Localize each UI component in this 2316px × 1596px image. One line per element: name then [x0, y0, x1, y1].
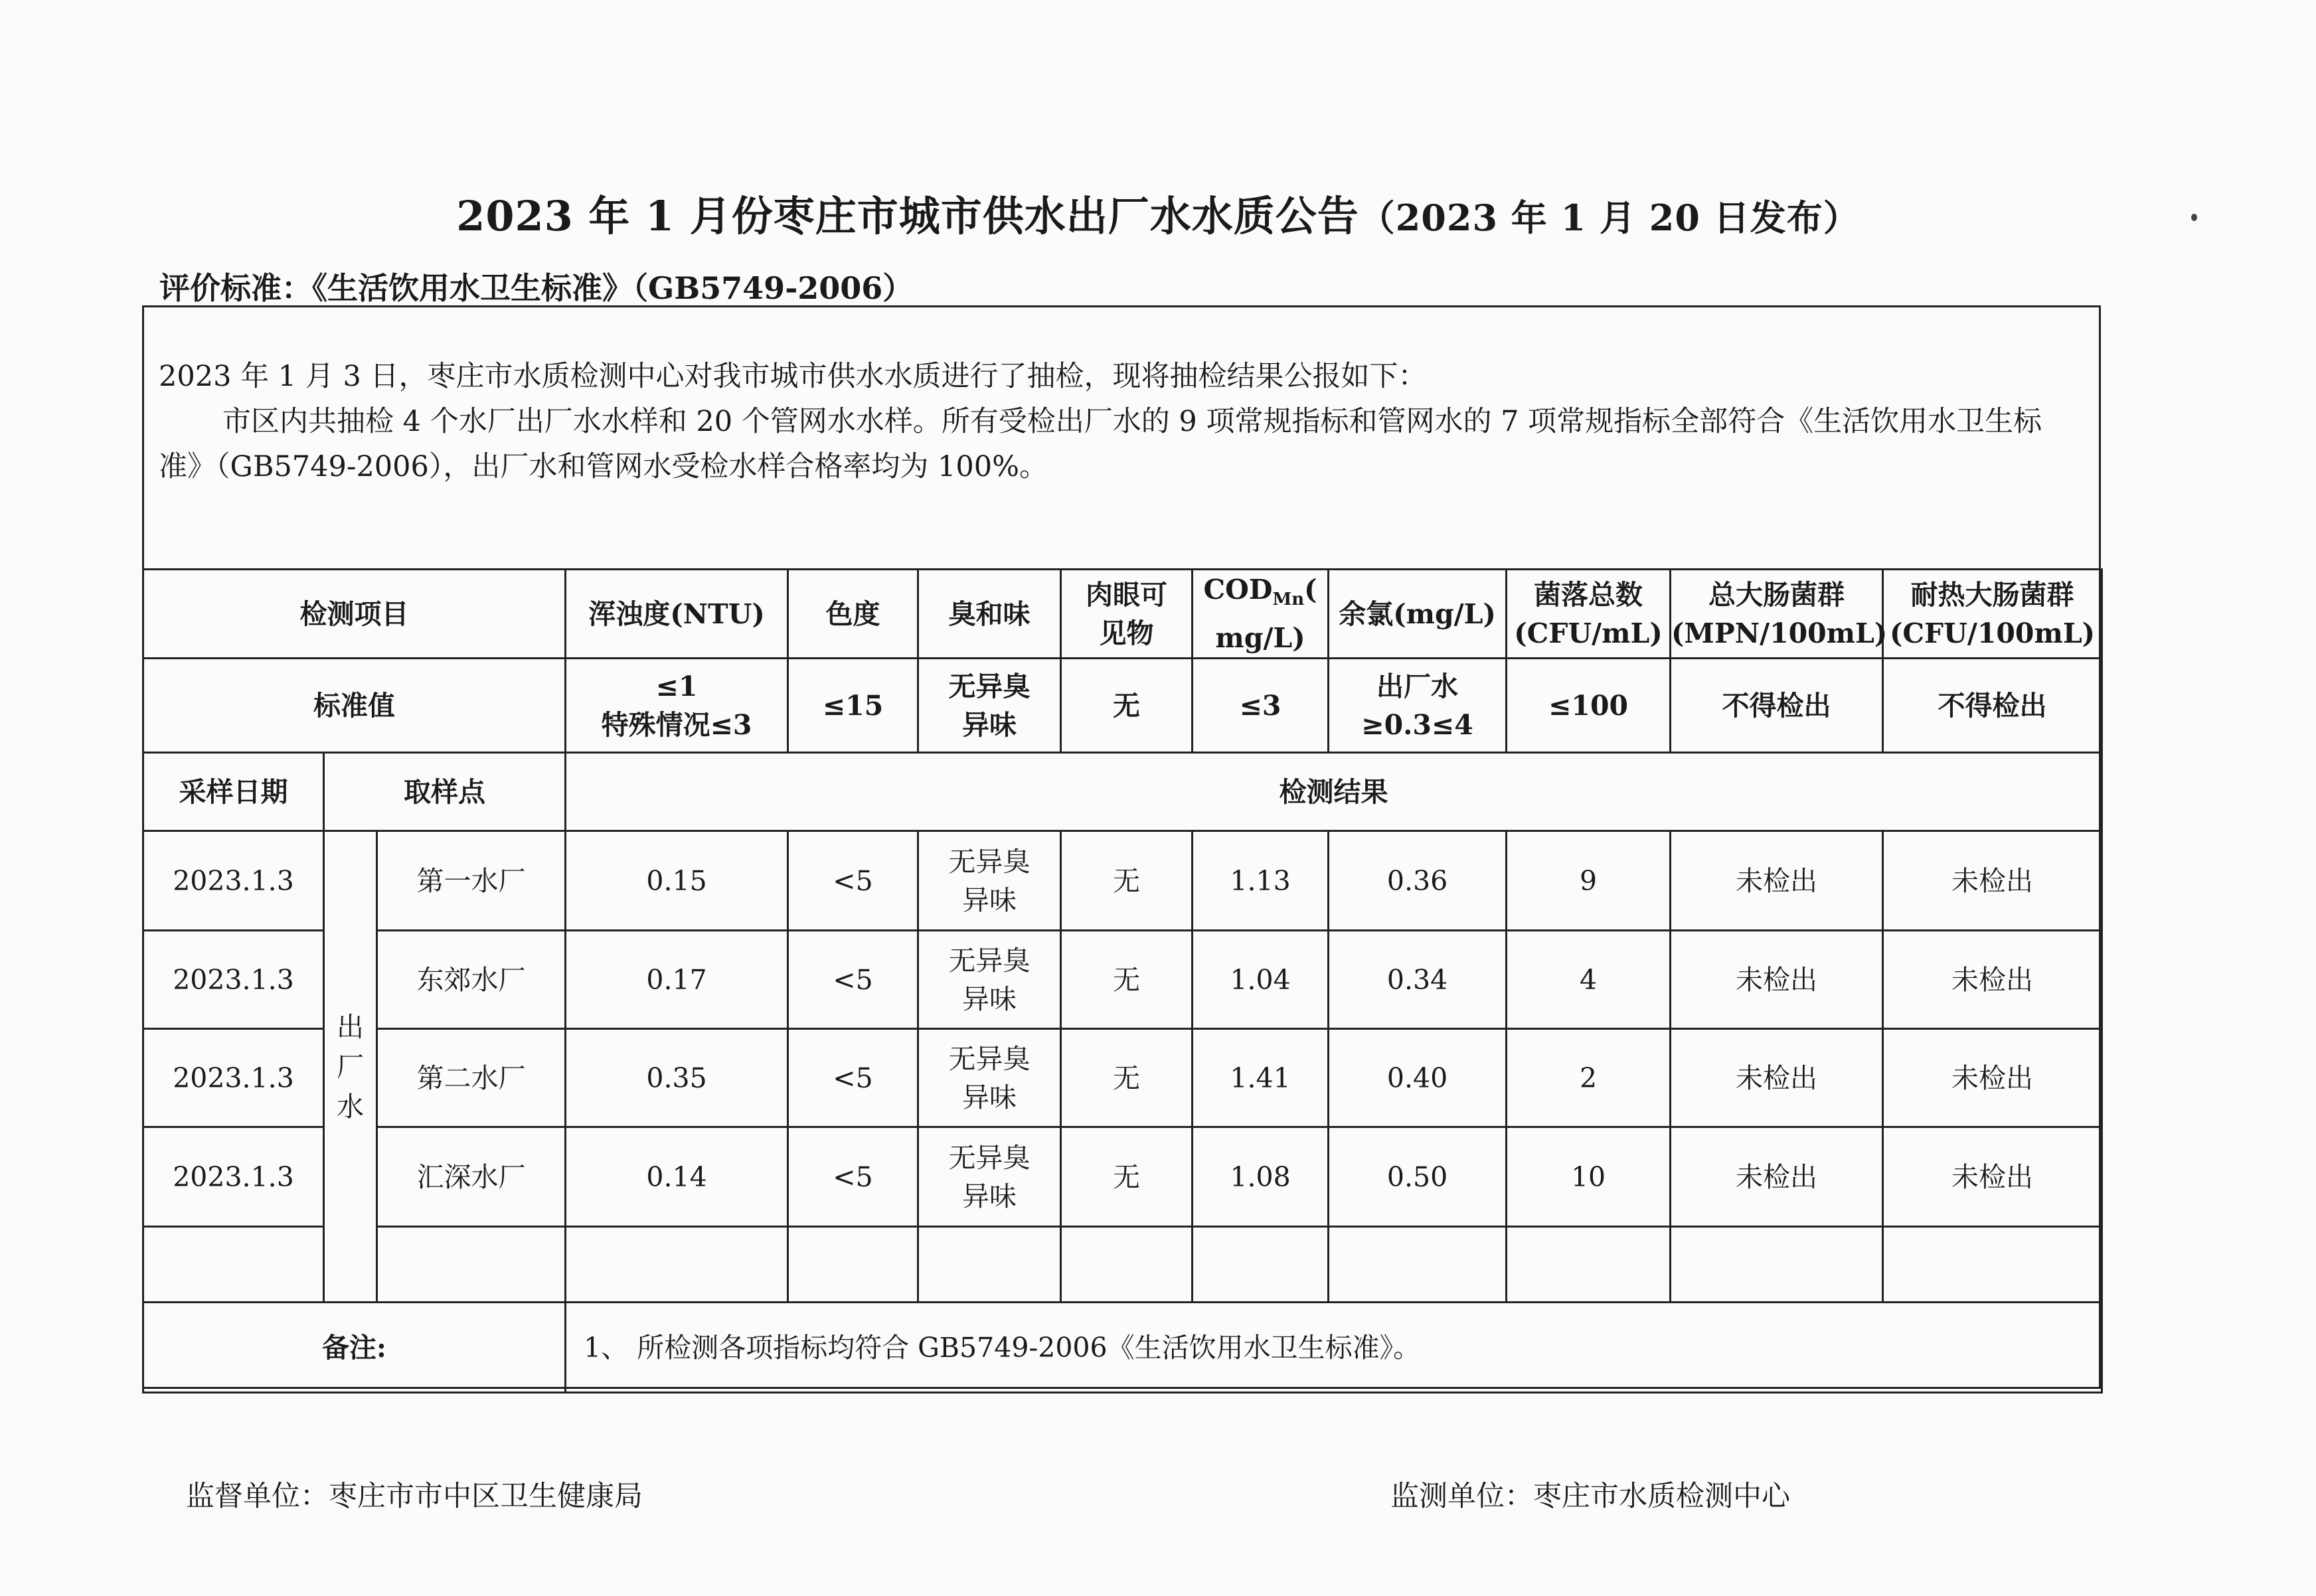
- cell-cod: 1.41: [1193, 1029, 1329, 1127]
- standard-row: [143, 659, 2102, 753]
- cell-visible: 无: [1061, 931, 1193, 1029]
- header-odor: 臭和味: [918, 570, 1061, 659]
- remark-text: 1、 所检测各项指标均符合 GB5749-2006《生活饮用水卫生标准》。: [566, 1303, 2102, 1393]
- cell-cod: 1.13: [1193, 831, 1329, 931]
- sample-date: 2023.1.3: [143, 931, 324, 1029]
- cell-colony: 10: [1507, 1127, 1671, 1227]
- table-row: [143, 1029, 2102, 1127]
- standard-colony: ≤100: [1507, 659, 1671, 753]
- remark-row: [143, 1303, 2102, 1393]
- cell-odor: 无异臭 异味: [918, 1029, 1061, 1127]
- cell-chlorine: 0.36: [1329, 831, 1507, 931]
- cell-color: <5: [788, 1029, 918, 1127]
- section-row: [143, 753, 2102, 831]
- sample-site: 东郊水厂: [377, 931, 566, 1029]
- standard-color: ≤15: [788, 659, 918, 753]
- remark-label: 备注:: [143, 1303, 566, 1393]
- cell-coliform: 未检出: [1671, 1127, 1883, 1227]
- date-column-label: 采样日期: [143, 753, 324, 831]
- cell-cod: 1.08: [1193, 1127, 1329, 1227]
- scan-speck: [2191, 214, 2197, 221]
- results-label: 检测结果: [566, 753, 2102, 831]
- header-cod: $COD_{Mn}$( mg/L): [1193, 570, 1329, 659]
- cell-chlorine: 0.40: [1329, 1029, 1507, 1127]
- standard-odor: 无异臭 异味: [918, 659, 1061, 753]
- evaluation-criteria: 评价标准：《生活饮用水卫生标准》（GB5749-2006）: [159, 270, 914, 306]
- header-row: [143, 570, 2102, 659]
- standard-coliform: 不得检出: [1671, 659, 1883, 753]
- sample-site: 第二水厂: [377, 1029, 566, 1127]
- cell-visible: 无: [1061, 1029, 1193, 1127]
- cell-turbidity: 0.35: [566, 1029, 788, 1127]
- cell-color: <5: [788, 931, 918, 1029]
- standard-visible: 无: [1061, 659, 1193, 753]
- sample-date: 2023.1.3: [143, 1029, 324, 1127]
- cell-thermo: 未检出: [1883, 931, 2102, 1029]
- cell-odor: 无异臭 异味: [918, 931, 1061, 1029]
- cell-cod: 1.04: [1193, 931, 1329, 1029]
- standard-thermo: 不得检出: [1883, 659, 2102, 753]
- monitoring-unit: 监测单位：枣庄市水质检测中心: [1390, 1480, 1790, 1513]
- results-table: [142, 568, 2103, 1394]
- cell-visible: 无: [1061, 831, 1193, 931]
- header-coliform: 总大肠菌群 (MPN/100mL): [1671, 570, 1883, 659]
- page-title: [0, 183, 2316, 242]
- site-column-label: 取样点: [324, 753, 566, 831]
- title-date: （2023 年 1 月 20 日发布）: [1359, 197, 1860, 239]
- cell-turbidity: 0.15: [566, 831, 788, 931]
- report-frame: [142, 305, 2101, 1389]
- cell-thermo: 未检出: [1883, 831, 2102, 931]
- cell-color: <5: [788, 1127, 918, 1227]
- cell-turbidity: 0.14: [566, 1127, 788, 1227]
- standard-turbidity: ≤1 特殊情况≤3: [566, 659, 788, 753]
- cell-turbidity: 0.17: [566, 931, 788, 1029]
- cell-colony: 9: [1507, 831, 1671, 931]
- group-label-outlet-water: 出 厂 水: [324, 831, 377, 1303]
- header-colony: 菌落总数 (CFU/mL): [1507, 570, 1671, 659]
- intro-line-2: 市区内共抽检 4 个水厂出厂水水样和 20 个管网水水样。所有受检出厂水的 9 项常规指标和管网水的 7 项常规指标全部符合《生活饮用水卫生标准》（GB5749-2006），出厂水和管网水受检水样合格率均为 100%。: [159, 405, 2042, 483]
- cell-colony: 4: [1507, 931, 1671, 1029]
- cell-thermo: 未检出: [1883, 1029, 2102, 1127]
- cell-odor: 无异臭 异味: [918, 1127, 1061, 1227]
- intro-text: [159, 354, 2084, 489]
- table-row: [143, 1127, 2102, 1227]
- header-thermo: 耐热大肠菌群 (CFU/100mL): [1883, 570, 2102, 659]
- standard-chlorine: 出厂水 ≥0.3≤4: [1329, 659, 1507, 753]
- cell-colony: 2: [1507, 1029, 1671, 1127]
- title-main: 2023 年 1 月份枣庄市城市供水出厂水水质公告: [456, 192, 1359, 240]
- table-row: [143, 931, 2102, 1029]
- header-color: 色度: [788, 570, 918, 659]
- header-chlorine: 余氯(mg/L): [1329, 570, 1507, 659]
- cell-chlorine: 0.50: [1329, 1127, 1507, 1227]
- cell-color: <5: [788, 831, 918, 931]
- cell-coliform: 未检出: [1671, 831, 1883, 931]
- cell-visible: 无: [1061, 1127, 1193, 1227]
- table-row: [143, 831, 2102, 931]
- empty-row: [143, 1227, 2102, 1303]
- header-visible: 肉眼可 见物: [1061, 570, 1193, 659]
- supervising-unit: 监督单位：枣庄市市中区卫生健康局: [186, 1480, 643, 1513]
- header-turbidity: 浑浊度(NTU): [566, 570, 788, 659]
- cell-thermo: 未检出: [1883, 1127, 2102, 1227]
- sample-site: 汇深水厂: [377, 1127, 566, 1227]
- standard-label: 标准值: [143, 659, 566, 753]
- sample-date: 2023.1.3: [143, 1127, 324, 1227]
- cell-coliform: 未检出: [1671, 931, 1883, 1029]
- header-item: 检测项目: [143, 570, 566, 659]
- sample-date: 2023.1.3: [143, 831, 324, 931]
- sample-site: 第一水厂: [377, 831, 566, 931]
- standard-cod: ≤3: [1193, 659, 1329, 753]
- cell-odor: 无异臭 异味: [918, 831, 1061, 931]
- cell-chlorine: 0.34: [1329, 931, 1507, 1029]
- cell-coliform: 未检出: [1671, 1029, 1883, 1127]
- intro-line-1: 2023 年 1 月 3 日，枣庄市水质检测中心对我市城市供水水质进行了抽检，现将抽检结果公报如下：: [159, 360, 1427, 393]
